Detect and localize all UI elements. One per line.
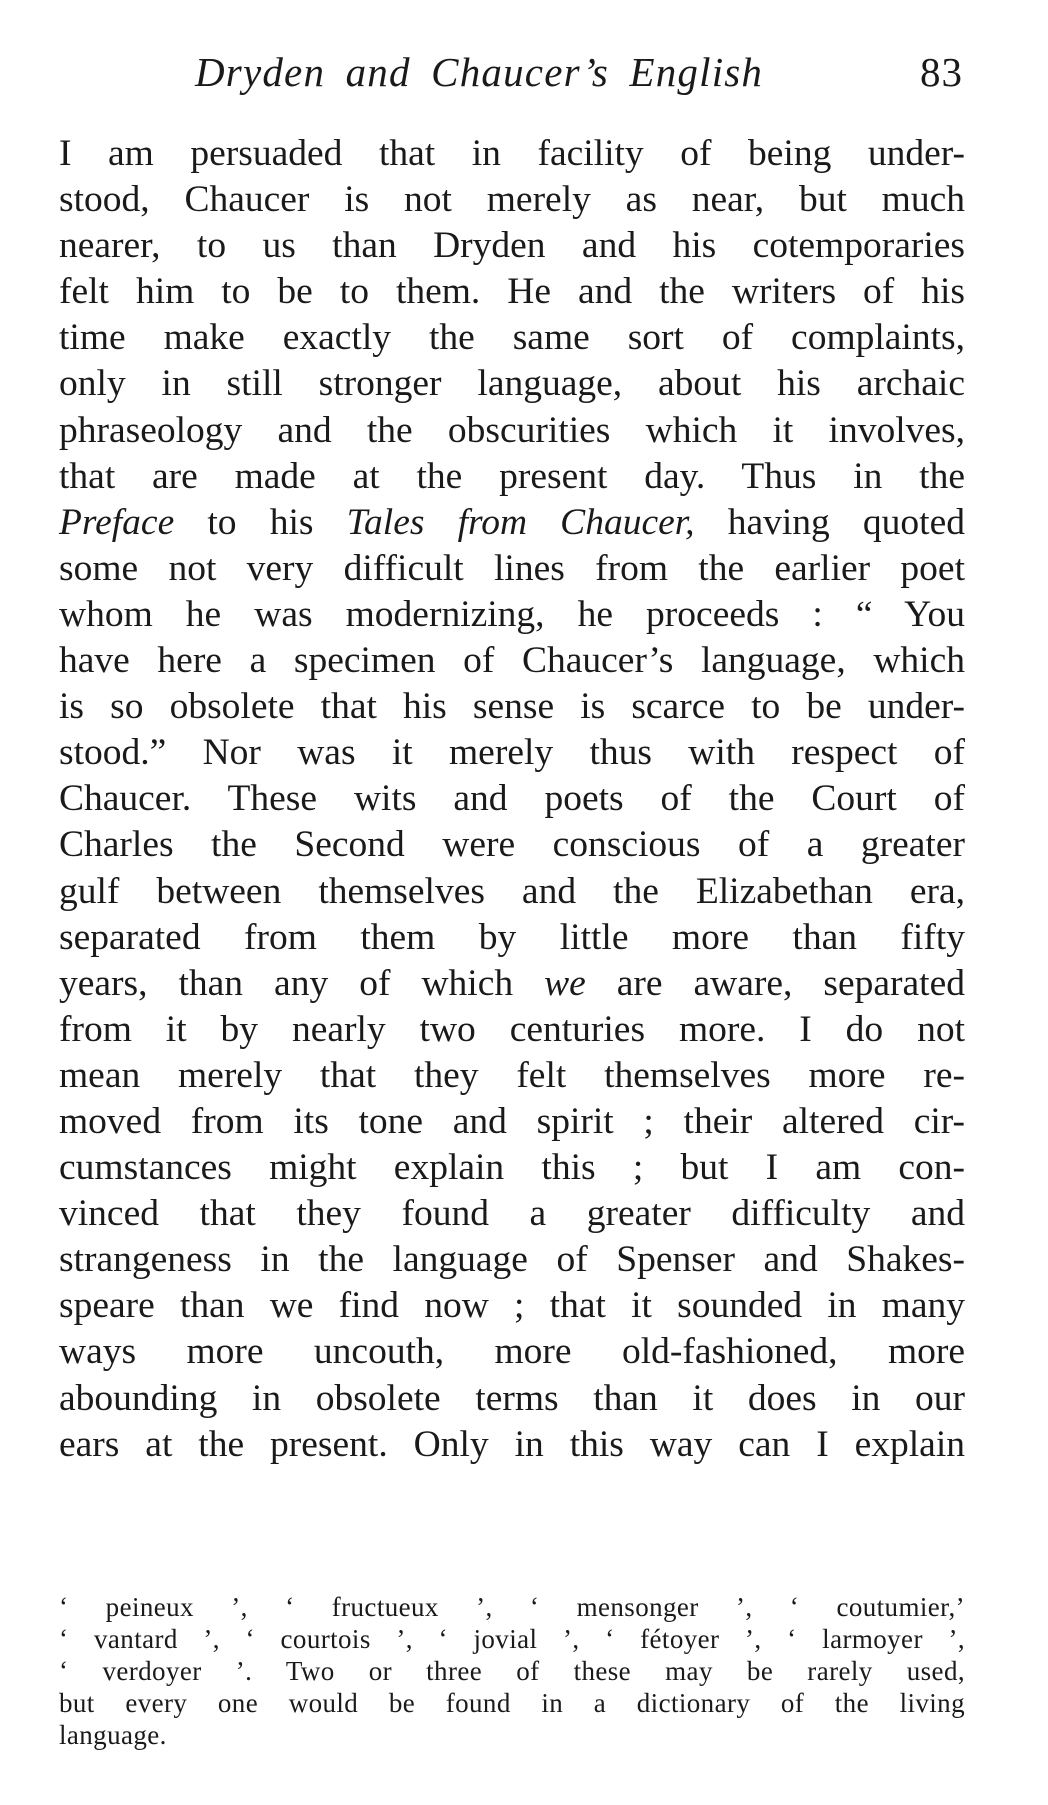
text-segment: stood, Chaucer is not merely as near, but much [59,179,965,221]
text-segment: ears at the present. Only in this way can I explain [59,1423,965,1465]
text-line [59,1191,965,1237]
text-segment: are aware, separated [585,962,965,1004]
text-segment: to his [174,501,347,543]
text-line [59,1422,965,1468]
text-segment: felt him to be to them. He and the writers of his [59,271,965,313]
text-segment: that are made at the present day. Thus in the [59,455,965,497]
footnote-line: language. [59,1720,167,1750]
text-segment: moved from its tone and spirit ; their altered cir- [59,1100,965,1142]
text-segment: Charles the Second were conscious of a greater [59,824,965,866]
text-segment: gulf between themselves and the Elizabethan era, [59,870,965,912]
text-segment: abounding in obsolete terms than it does in our [59,1377,965,1419]
text-segment: stood.” Nor was it merely thus with respect of [59,732,965,774]
italic-text: we [544,962,586,1004]
italic-text: Tales from Chaucer, [346,501,695,543]
text-segment: some not very difficult lines from the earlier poet [59,547,965,589]
text-segment: strangeness in the language of Spenser and Shakes- [59,1239,965,1281]
text-segment: nearer, to us than Dryden and his cotemporaries [59,225,965,267]
footnote [59,1591,965,1751]
text-segment: having quoted [694,501,965,543]
text-segment: vinced that they found a greater difficulty and [59,1193,965,1235]
text-segment: have here a specimen of Chaucer’s language, which [59,640,965,682]
page-number: 83 [920,49,963,95]
text-line [59,684,965,730]
text-line [59,500,965,546]
text-segment: only in still stronger language, about his archaic [59,363,965,405]
text-line [59,361,965,407]
text-line [59,223,965,269]
text-line [59,454,965,500]
text-line [59,315,965,361]
footnote-line: ‘ verdoyer ’. Two or three of these may be rarely used, [59,1656,965,1686]
text-line [59,730,965,776]
text-line [59,915,965,961]
text-segment: I am persuaded that in facility of being under- [59,133,965,174]
footnote-line: but every one would be found in a dictionary of the living [59,1688,965,1718]
footnote-line: ‘ peineux ’, ‘ fructueux ’, ‘ mensonger ’, ‘ coutumier,’ [59,1592,965,1622]
text-segment: separated from them by little more than fifty [59,916,965,958]
text-segment: ways more uncouth, more old-fashioned, more [59,1331,965,1373]
text-line [59,869,965,915]
text-line [59,822,965,868]
text-segment: Chaucer. These wits and poets of the Court of [59,778,965,820]
italic-text: Preface [59,501,175,543]
text-line [59,177,965,223]
text-segment: from it by nearly two centuries more. I do not [59,1008,965,1050]
text-line [59,638,965,684]
text-line [59,408,965,454]
text-line [59,592,965,638]
text-segment: mean merely that they felt themselves more re- [59,1054,965,1096]
text-line [59,1145,965,1191]
text-line [59,961,965,1007]
footnote-line: ‘ vantard ’, ‘ courtois ’, ‘ jovial ’, ‘ fétoyer ’, ‘ larmoyer ’, [59,1624,965,1654]
text-line [59,1237,965,1283]
text-line [59,1329,965,1375]
body-paragraph [59,131,965,1468]
text-line [59,131,965,177]
text-line [59,776,965,822]
text-line [59,1283,965,1329]
text-segment: years, than any of which [59,962,545,1004]
text-segment: phraseology and the obscurities which it involves, [59,409,965,451]
text-line [59,1053,965,1099]
text-line [59,1099,965,1145]
running-title: Dryden and Chaucer’s English [195,49,764,95]
text-segment: whom he was modernizing, he proceeds : “ You [59,593,965,635]
text-segment: time make exactly the same sort of complaints, [59,317,965,359]
text-line [59,546,965,592]
text-segment: is so obsolete that his sense is scarce to be under- [59,686,965,728]
text-line [59,1376,965,1422]
text-segment: speare than we find now ; that it sounded in many [59,1285,965,1327]
text-line [59,1007,965,1053]
running-head [195,46,963,98]
text-line [59,269,965,315]
text-segment: cumstances might explain this ; but I am con- [59,1147,965,1189]
